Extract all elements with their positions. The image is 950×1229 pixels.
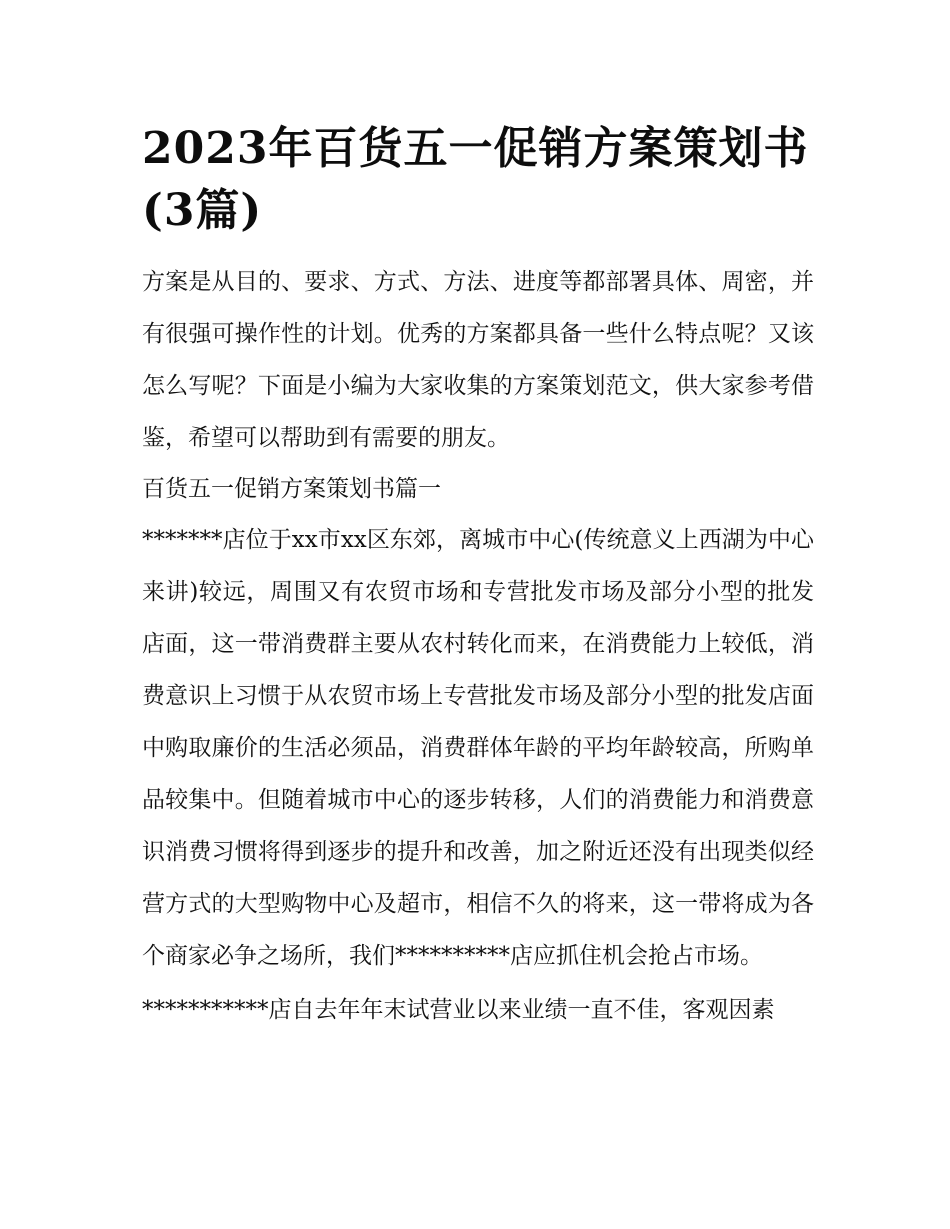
body-paragraph: *******店位于xx市xx区东郊，离城市中心(传统意义上西湖为中心来讲)较远，周围又有农贸市场和专营批发市场及部分小型的批发店面，这一带消费群主要从农村转化而来，在消费能力上较低，消费意识上习惯于从农贸市场上专营批发市场及部分小型的批发店面中购取廉价的生活必须品，消费群体年龄的平均年龄较高，所购单品较集中。但随着城市中心的逐步转移，人们的消费能力和消费意识消费习惯将得到逐步的提升和改善，加之附近还没有出现类似经营方式的大型购物中心及超市，相信不久的将来，这一带将成为各个商家必争之场所，我们**********店应抓住机会抢占市场。 [142,527,814,969]
body-paragraph: ***********店自去年年末试营业以来业绩一直不佳，客观因素 [142,997,775,1023]
intro-paragraph: 方案是从目的、要求、方式、方法、进度等都部署具体、周密，并有很强可操作性的计划。优秀的方案都具备一些什么特点呢？又该怎么写呢？下面是小编为大家收集的方案策划范文，供大家参考借鉴，希望可以帮助到有需要的朋友。 [142,269,814,451]
section-heading: 百货五一促销方案策划书篇一 [142,476,441,502]
document-title: 2023年百货五一促销方案策划书(3篇) [142,123,809,236]
document-body [142,118,814,1036]
